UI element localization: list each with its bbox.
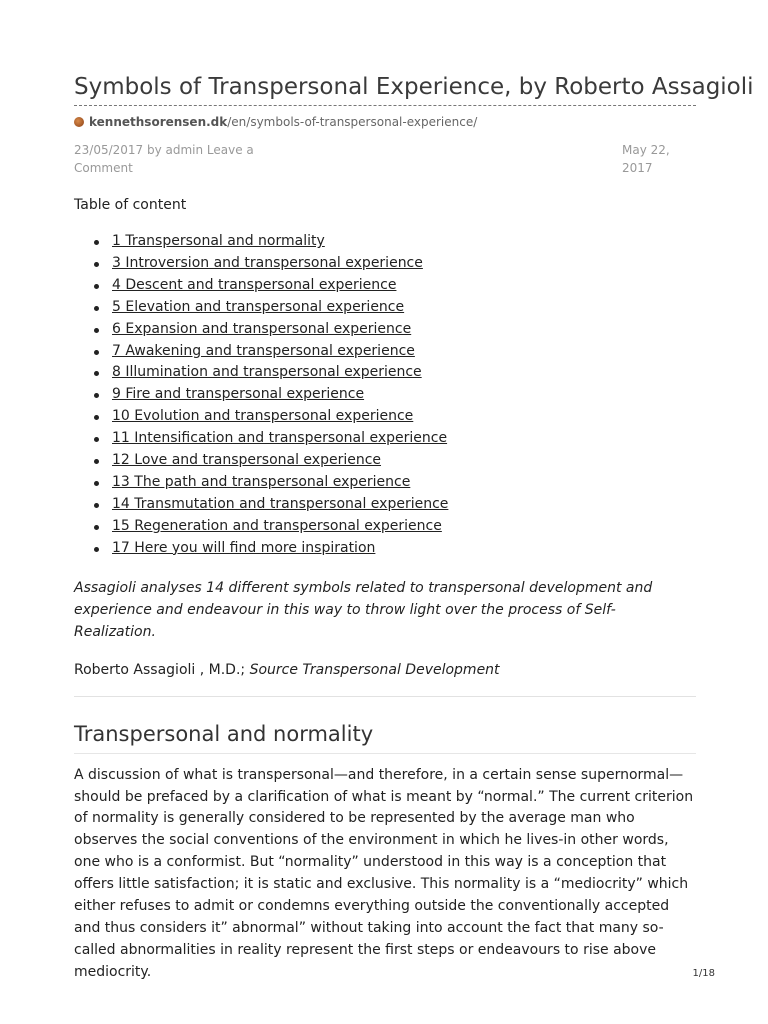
post-date-author: 23/05/2017 by admin Leave a Comment <box>74 143 254 175</box>
toc-label: Table of content <box>74 197 187 213</box>
bullet-icon <box>94 240 99 245</box>
toc-link[interactable]: 4 Descent and transpersonal experience <box>112 276 397 293</box>
toc-link[interactable]: 9 Fire and transpersonal experience <box>112 386 365 403</box>
bullet-icon <box>94 284 99 289</box>
toc-item <box>94 494 696 516</box>
toc-link[interactable]: 17 Here you will find more inspiration <box>112 539 376 556</box>
toc-item <box>94 406 696 428</box>
heading-divider <box>74 753 696 754</box>
bullet-icon <box>94 415 99 420</box>
bullet-icon <box>94 371 99 376</box>
toc-item <box>94 319 696 341</box>
toc-link[interactable]: 12 Love and transpersonal experience <box>112 452 382 469</box>
bullet-icon <box>94 547 99 552</box>
toc-item <box>94 253 696 275</box>
toc-item <box>94 341 696 363</box>
toc-link[interactable]: 1 Transpersonal and normality <box>112 233 325 249</box>
bullet-icon <box>94 262 99 267</box>
toc-item <box>94 231 696 253</box>
post-meta <box>74 141 696 177</box>
toc-item <box>94 275 696 297</box>
byline <box>74 660 696 680</box>
toc-item <box>94 538 696 560</box>
page-number: 1/18 <box>692 968 715 979</box>
toc-item <box>94 362 696 384</box>
source-path[interactable]: /en/symbols-of-transpersonal-experience/ <box>227 115 478 129</box>
toc-link[interactable]: 13 The path and transpersonal experience <box>112 473 411 490</box>
toc-item <box>94 297 696 319</box>
toc-link[interactable]: 14 Transmutation and transpersonal experience <box>112 495 449 512</box>
toc-item <box>94 428 696 450</box>
bullet-icon <box>94 306 99 311</box>
toc-link[interactable]: 10 Evolution and transpersonal experience <box>112 408 414 425</box>
bullet-icon <box>94 525 99 530</box>
bullet-icon <box>94 503 99 508</box>
bullet-icon <box>94 437 99 442</box>
bullet-icon <box>94 481 99 486</box>
source-domain[interactable]: kennethsorensen.dk <box>89 115 228 129</box>
bullet-icon <box>94 393 99 398</box>
toc-link[interactable]: 3 Introversion and transpersonal experience <box>112 254 423 271</box>
byline-author: Roberto Assagioli , M.D.; <box>74 661 250 678</box>
article-title: Symbols of Transpersonal Experience, by Roberto Assagioli <box>74 74 754 100</box>
toc-item <box>94 384 696 406</box>
source-line <box>74 114 696 130</box>
toc-link[interactable]: 11 Intensification and transpersonal experience <box>112 430 448 447</box>
toc-item <box>94 472 696 494</box>
toc-link[interactable]: 5 Elevation and transpersonal experience <box>112 298 405 315</box>
bullet-icon <box>94 459 99 464</box>
toc-link[interactable]: 15 Regeneration and transpersonal experience <box>112 517 442 534</box>
title-divider <box>74 105 696 106</box>
table-of-contents <box>74 231 696 560</box>
bullet-icon <box>94 328 99 333</box>
toc-link[interactable]: 6 Expansion and transpersonal experience <box>112 320 412 337</box>
byline-source: Source Transpersonal Development <box>249 661 500 678</box>
post-date-right: May 22, 2017 <box>622 143 670 175</box>
bullet-icon <box>94 350 99 355</box>
toc-link[interactable]: 8 Illumination and transpersonal experience <box>112 364 422 381</box>
toc-item <box>94 516 696 538</box>
toc-link[interactable]: 7 Awakening and transpersonal experience <box>112 342 415 359</box>
section-heading: Transpersonal and normality <box>74 721 374 746</box>
toc-item <box>94 450 696 472</box>
site-favicon-icon <box>74 117 84 127</box>
intro-paragraph: Assagioli analyses 14 different symbols related to transpersonal development and experience and endeavour in this way to throw light over the process of Self-Realization. <box>74 579 653 640</box>
section-body: A discussion of what is transpersonal—and therefore, in a certain sense supernormal—should be prefaced by a clarification of what is meant by “normal.” The current criterion of normality is generally considered to be represented by the average man who observes the social conventions of the environment in which he lives-in other words, one who is a conformist. But “normality” understood in this way is a conception that offers little satisfaction; it is static and exclusive. This normality is a “mediocrity” which either refuses to admit or condemns everything outside the conventionally accepted and thus considers it” abnormal” without taking into account the fact that many so-called abnormalities in reality represent the first steps or endeavours to rise above mediocrity. <box>74 766 694 980</box>
